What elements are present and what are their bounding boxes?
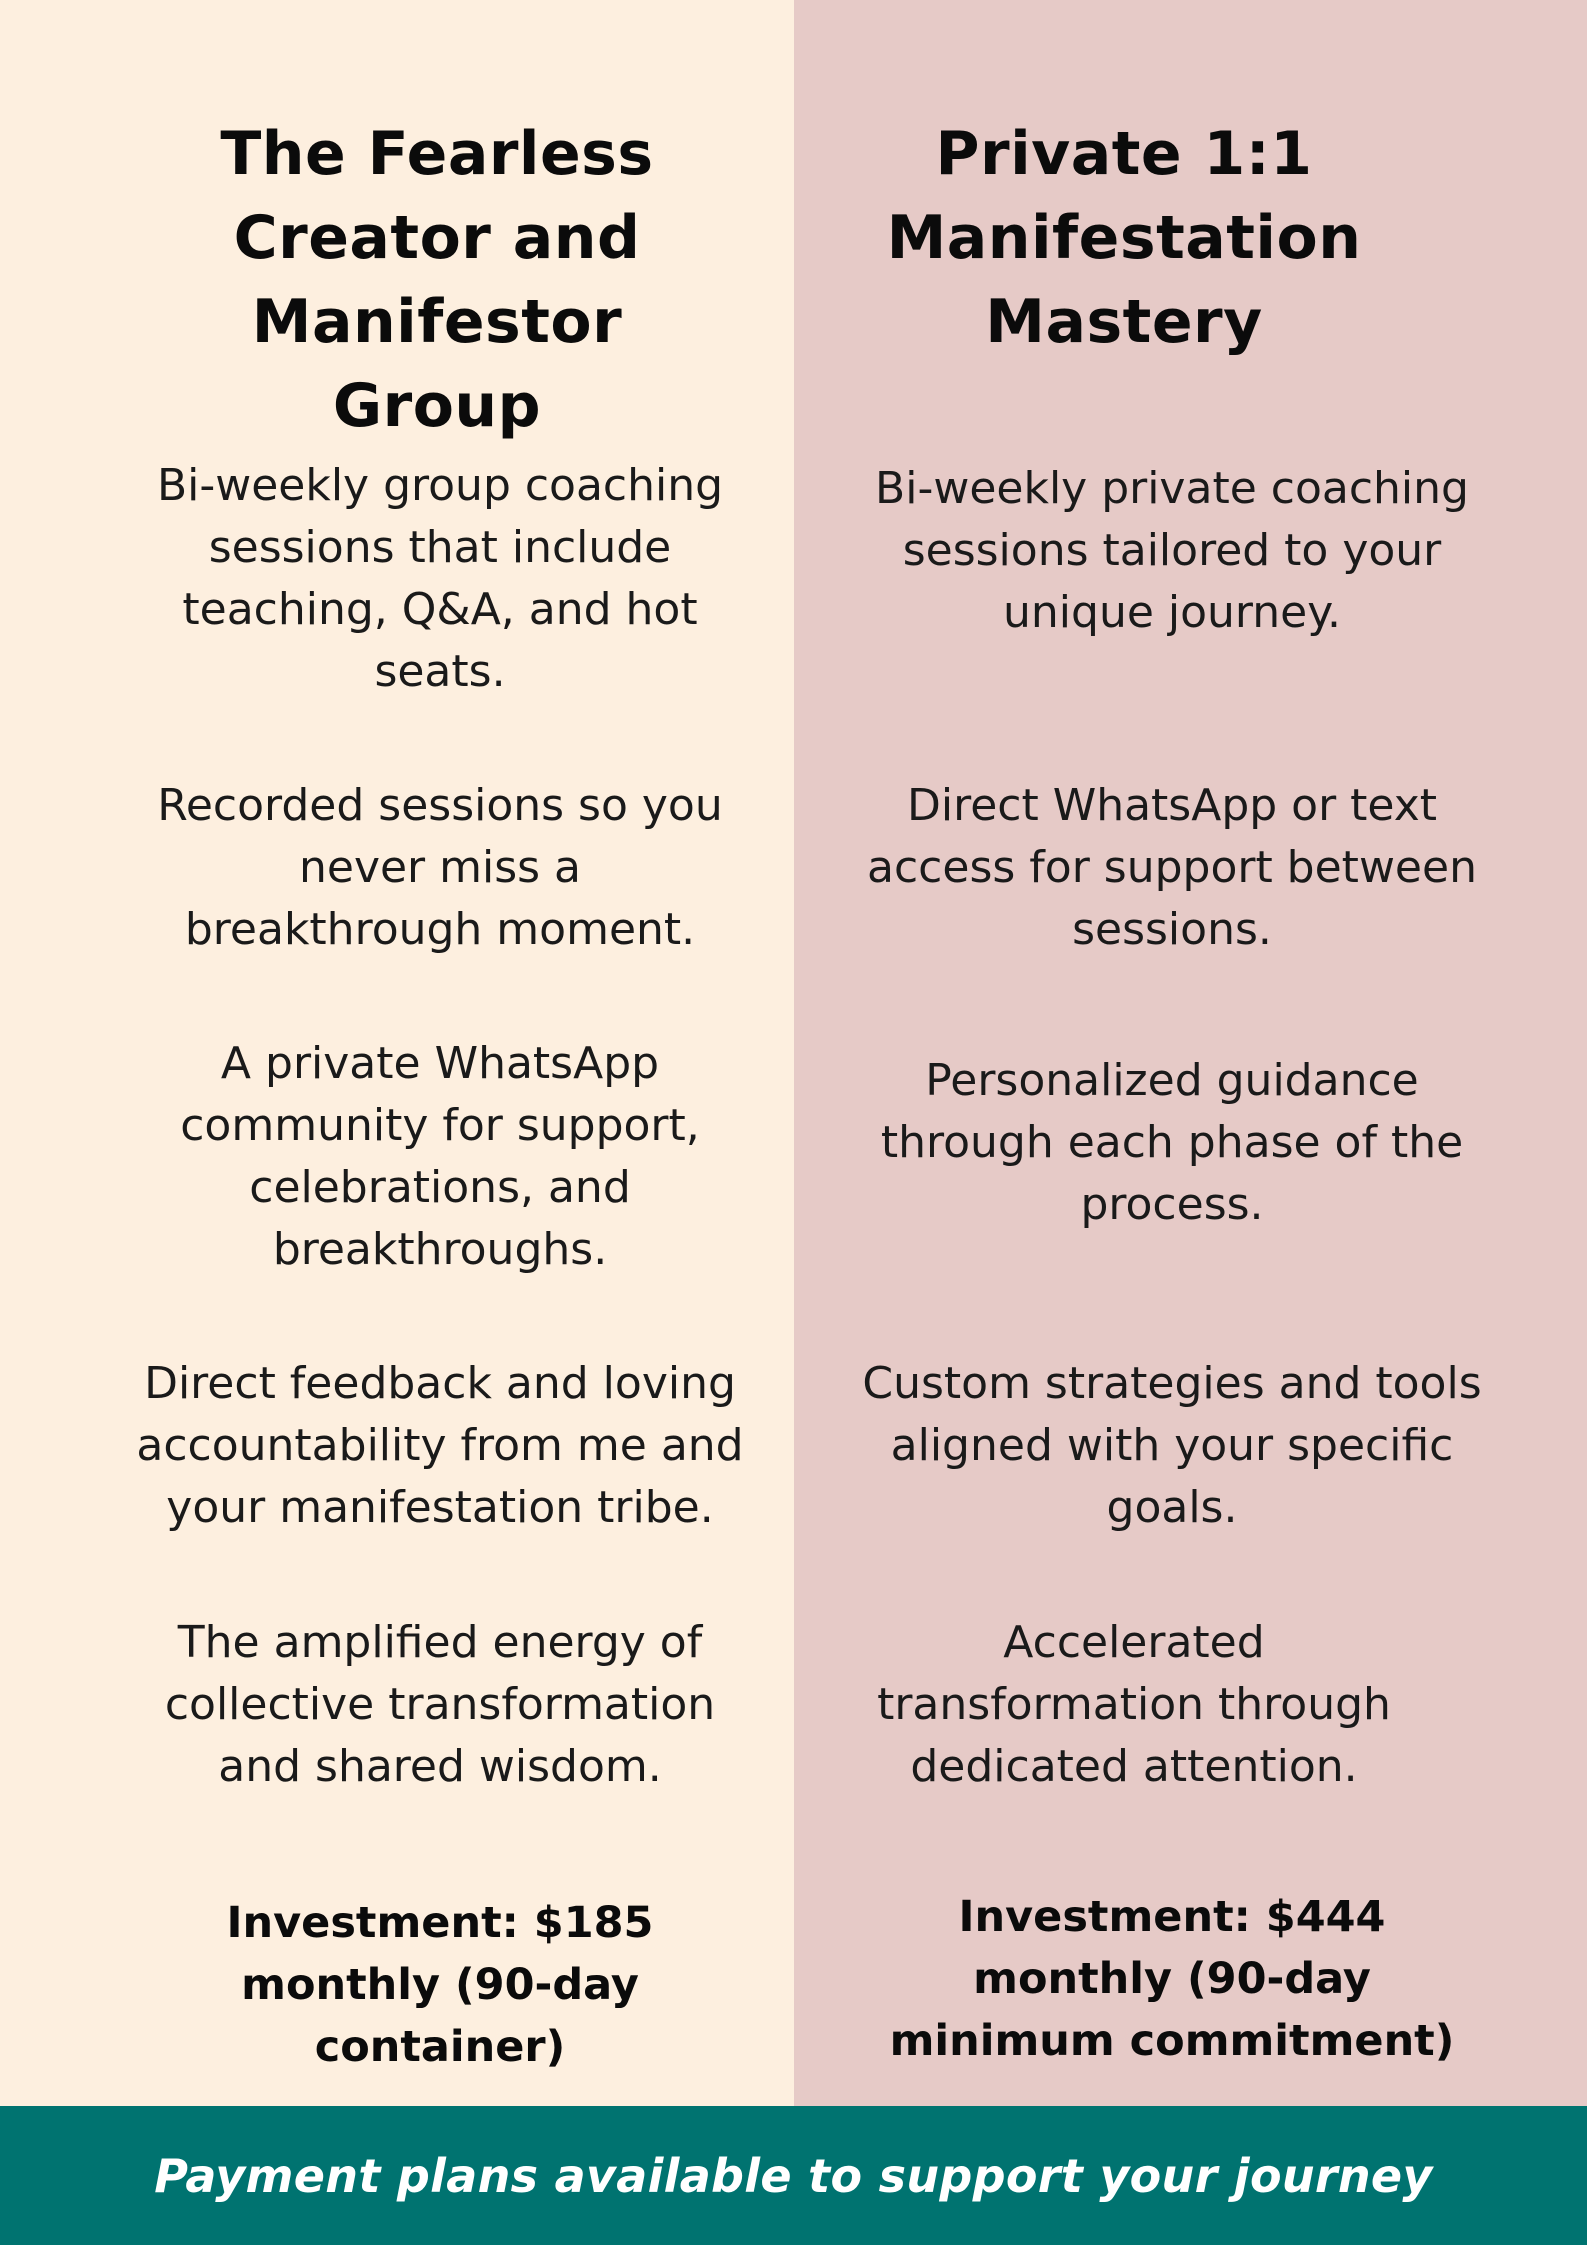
group-feature-whatsapp-community: A private WhatsApp community for support, celebrations, and breakthroughs.: [180, 1038, 700, 1275]
private-feature-accelerated-transformation: Accelerated transformation through dedicated attention.: [877, 1617, 1391, 1792]
private-feature-personalized-guidance: Personalized guidance through each phase of the process.: [880, 1055, 1464, 1230]
group-feature-feedback-accountability: Direct feedback and loving accountability from me and your manifestation tribe.: [136, 1358, 744, 1533]
private-feature-whatsapp-access: Direct WhatsApp or text access for support between sessions.: [867, 780, 1477, 955]
group-feature-coaching-sessions: Bi-weekly group coaching sessions that include teaching, Q&A, and hot seats.: [156, 460, 724, 697]
private-program-column: [794, 0, 1587, 2106]
payment-plans-text: Payment plans available to support your journey: [154, 2148, 1433, 2203]
group-feature-collective-energy: The amplified energy of collective transformation and shared wisdom.: [164, 1617, 716, 1792]
group-program-column: [0, 0, 794, 2106]
private-feature-custom-strategies: Custom strategies and tools aligned with your specific goals.: [862, 1358, 1482, 1533]
private-program-title: Private 1:1 Manifestation Mastery: [886, 119, 1362, 357]
group-investment-price: Investment: $185 monthly (90-day container): [226, 1898, 654, 2072]
group-program-title: The Fearless Creator and Manifestor Group: [220, 119, 654, 441]
private-feature-coaching-sessions: Bi-weekly private coaching sessions tailored to your unique journey.: [875, 463, 1469, 638]
payment-plans-banner: [0, 2106, 1587, 2245]
private-investment-price: Investment: $444 monthly (90-day minimum commitment): [889, 1892, 1455, 2066]
group-feature-recorded-sessions: Recorded sessions so you never miss a breakthrough moment.: [157, 780, 723, 955]
